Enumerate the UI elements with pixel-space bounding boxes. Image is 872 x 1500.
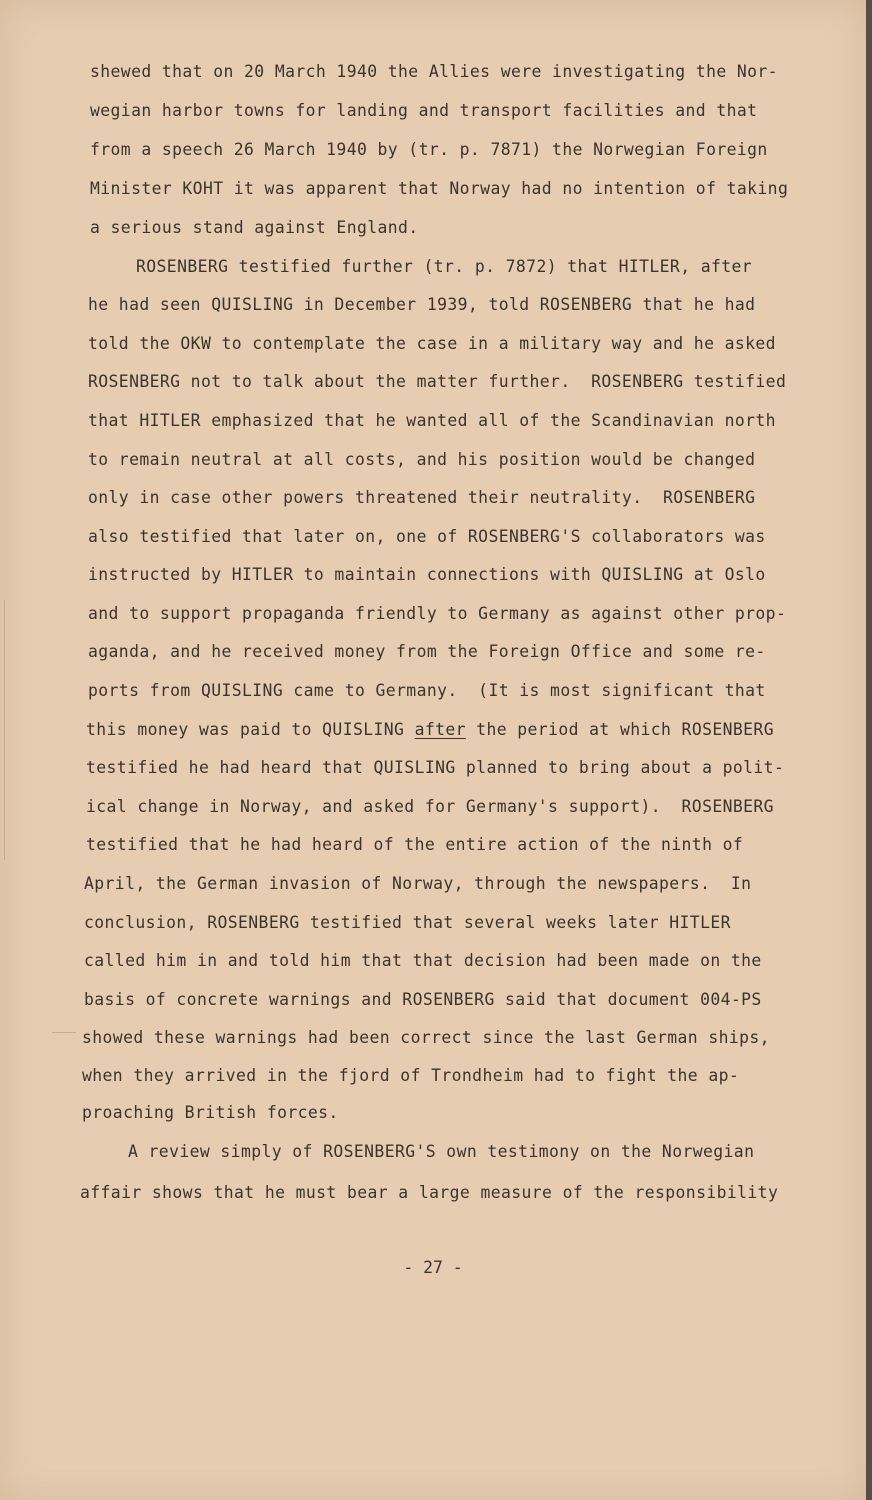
text-line: told the OKW to contemplate the case in a military way and he asked xyxy=(88,334,776,353)
margin-mark xyxy=(52,1032,76,1033)
text-line: to remain neutral at all costs, and his position would be changed xyxy=(88,450,756,469)
text-line: ports from QUISLING came to Germany. (It is most significant that xyxy=(88,681,766,700)
page-edge xyxy=(866,0,872,1500)
text-line: showed these warnings had been correct since the last German ships, xyxy=(82,1028,770,1047)
text-line: April, the German invasion of Norway, through the newspapers. In xyxy=(84,874,752,893)
text-line: aganda, and he received money from the Foreign Office and some re- xyxy=(88,642,766,661)
text-segment: the period at which ROSENBERG xyxy=(465,720,774,739)
text-segment: this money was paid to QUISLING xyxy=(86,720,415,739)
text-line: he had seen QUISLING in December 1939, told ROSENBERG that he had xyxy=(88,295,756,314)
text-line: and to support propaganda friendly to Germany as against other prop- xyxy=(88,604,787,623)
text-line: from a speech 26 March 1940 by (tr. p. 7871) the Norwegian Foreign xyxy=(90,140,768,159)
text-line: ical change in Norway, and asked for Germany's support). ROSENBERG xyxy=(86,797,774,816)
text-line: when they arrived in the fjord of Trondheim had to fight the ap- xyxy=(82,1066,740,1085)
text-line: testified he had heard that QUISLING planned to bring about a polit- xyxy=(86,758,785,777)
text-line: proaching British forces. xyxy=(82,1103,339,1122)
underlined-word: after xyxy=(414,720,466,739)
text-line: basis of concrete warnings and ROSENBERG said that document 004-PS xyxy=(84,990,762,1009)
text-line: Minister KOHT it was apparent that Norway had no intention of taking xyxy=(90,179,789,198)
text-line: shewed that on 20 March 1940 the Allies were investigating the Nor- xyxy=(90,62,778,81)
text-line: ROSENBERG not to talk about the matter further. ROSENBERG testified xyxy=(88,372,787,391)
text-line: conclusion, ROSENBERG testified that several weeks later HITLER xyxy=(84,913,731,932)
text-line: that HITLER emphasized that he wanted all of the Scandinavian north xyxy=(88,411,776,430)
text-line xyxy=(86,720,774,740)
text-line: also testified that later on, one of ROSENBERG'S collaborators was xyxy=(88,527,766,546)
text-line: A review simply of ROSENBERG'S own testimony on the Norwegian xyxy=(128,1142,755,1161)
text-line: ROSENBERG testified further (tr. p. 7872) that HITLER, after xyxy=(136,257,753,276)
text-line: instructed by HITLER to maintain connections with QUISLING at Oslo xyxy=(88,565,766,584)
text-line: wegian harbor towns for landing and transport facilities and that xyxy=(90,101,758,120)
text-line: testified that he had heard of the entire action of the ninth of xyxy=(86,835,744,854)
text-line: a serious stand against England. xyxy=(90,218,419,237)
text-line: called him in and told him that that decision had been made on the xyxy=(84,951,762,970)
margin-mark xyxy=(4,600,5,860)
page-number: - 27 - xyxy=(403,1258,463,1277)
text-line: affair shows that he must bear a large measure of the responsibility xyxy=(80,1183,779,1202)
text-line: only in case other powers threatened their neutrality. ROSENBERG xyxy=(88,488,756,507)
